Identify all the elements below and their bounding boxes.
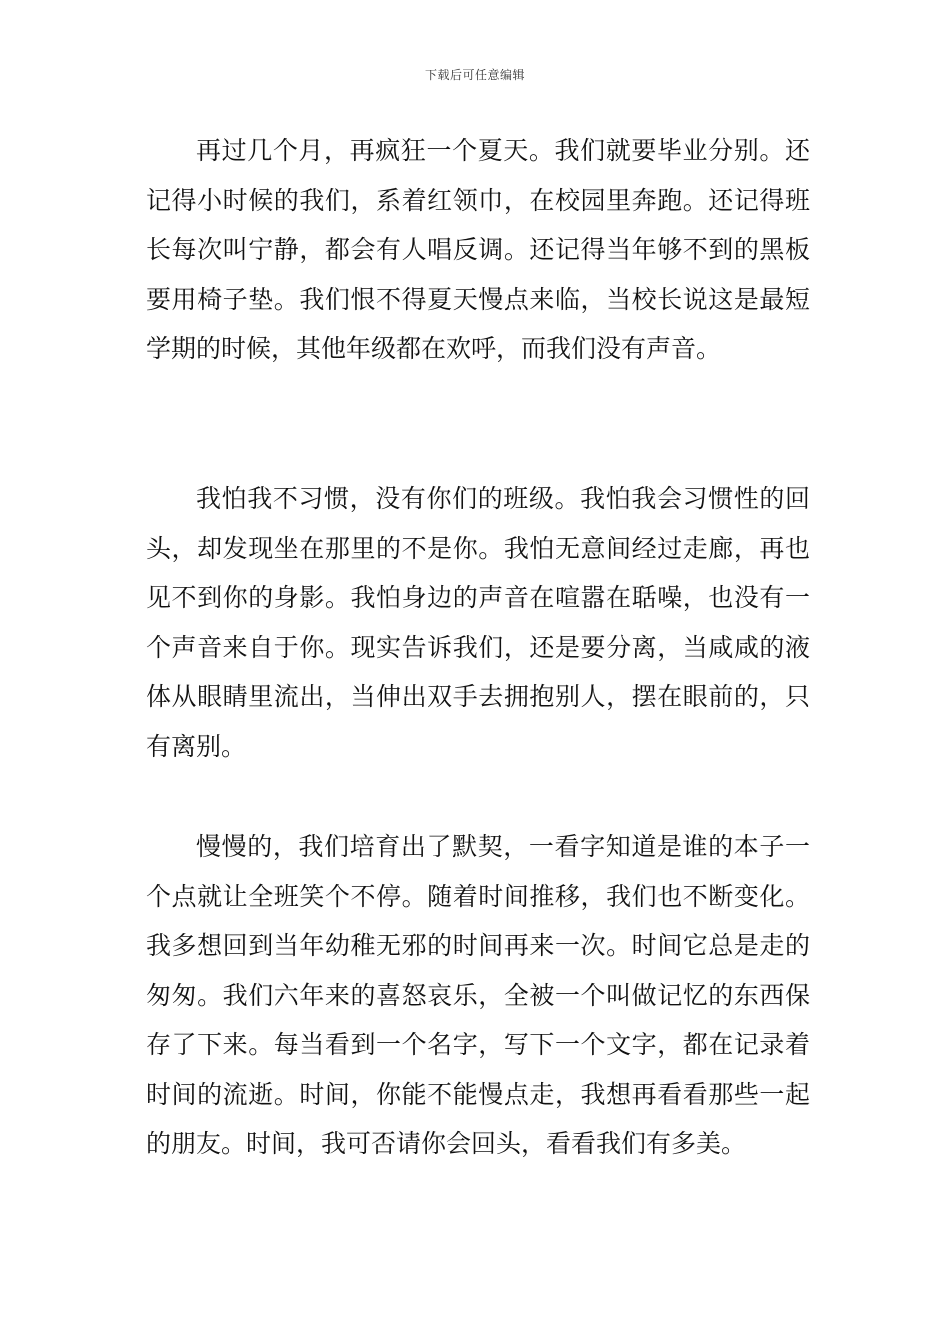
page-header: 下载后可任意编辑 <box>424 68 525 82</box>
paragraph-3: 慢慢的，我们培育出了默契，一看字知道是谁的本子一个点就让全班笑个不停。随着时间推移，我们也不断变化。我多想回到当年幼稚无邪的时间再来一次。时间它总是走的匆匆。我们六年来的喜怒哀乐，全被一个叫做记忆的东西保存了下来。每当看到一个名字，写下一个文字，都在记录着时间的流逝。时间，你能不能慢点走，我想再看看那些一起的朋友。时间，我可否请你会回头，看看我们有多美。 <box>146 832 810 1158</box>
paragraph-1: 再过几个月，再疯狂一个夏天。我们就要毕业分别。还记得小时候的我们，系着红领巾，在校园里奔跑。还记得班长每次叫宁静，都会有人唱反调。还记得当年够不到的黑板要用椅子垫。我们恨不得夏天慢点来临，当校长说这是最短学期的时候，其他年级都在欢呼，而我们没有声音。 <box>146 136 810 363</box>
paragraph-2: 我怕我不习惯，没有你们的班级。我怕我会习惯性的回头，却发现坐在那里的不是你。我怕无意间经过走廊，再也见不到你的身影。我怕身边的声音在喧嚣在聒噪，也没有一个声音来自于你。现实告诉我们，还是要分离，当咸咸的液体从眼睛里流出，当伸出双手去拥抱别人，摆在眼前的，只有离别。 <box>146 484 810 761</box>
